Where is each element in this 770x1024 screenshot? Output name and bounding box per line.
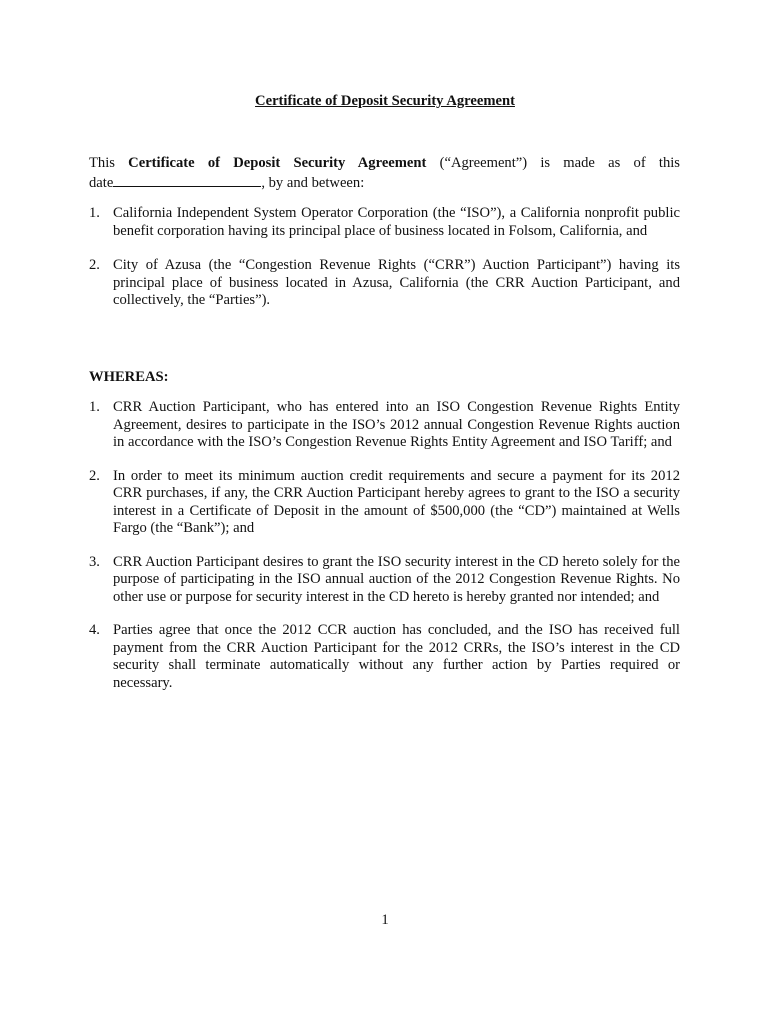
agreement-name: Certificate of Deposit Security Agreement (128, 155, 427, 171)
intro-prefix: This (89, 155, 129, 171)
whereas-text: CRR Auction Participant desires to grant the ISO security interest in the CD hereto solely for the purpose of participating in the ISO annual auction of the 2012 Congestion Revenue Rights. No other use or purpose for security interest in the CD hereto is hereby granted nor intended; and (113, 553, 680, 605)
whereas-number: 2. (89, 467, 100, 484)
party-item (89, 257, 680, 310)
whereas-item (89, 554, 680, 607)
whereas-heading: WHEREAS: (89, 369, 169, 385)
party-text: California Independent System Operator Corporation (the “ISO”), a California nonprofit public benefit corporation having its principal place of business located in Folsom, California, and (113, 205, 680, 239)
whereas-item (89, 622, 680, 692)
whereas-item (89, 468, 680, 538)
whereas-list (89, 399, 680, 708)
parties-list (89, 205, 680, 310)
whereas-number: 4. (89, 622, 100, 638)
party-number: 1. (89, 205, 100, 221)
date-label: date (89, 174, 114, 191)
intro-line-2 (89, 173, 680, 193)
date-blank-field[interactable] (113, 173, 261, 187)
intro-paragraph (89, 155, 680, 192)
page-number: 1 (381, 912, 389, 928)
whereas-text: Parties agree that once the 2012 CCR auction has concluded, and the ISO has received full payment from the CRR Auction Participant for the 2012 CRRs, the ISO’s interest in the CD security shall terminate automatically without any further action by Parties required or necessary. (113, 622, 680, 691)
whereas-number: 1. (89, 399, 100, 415)
intro-after-date: , by and between: (261, 174, 365, 191)
party-number: 2. (89, 257, 100, 273)
whereas-item (89, 399, 680, 452)
document-title: Certificate of Deposit Security Agreement (255, 93, 515, 109)
party-text: City of Azusa (the “Congestion Revenue Rights (“CRR”) Auction Participant”) having its principal place of business located in Azusa, California (the CRR Auction Participant, and collectively, the “Parties”). (113, 257, 680, 308)
party-item (89, 205, 680, 240)
whereas-number: 3. (89, 553, 100, 570)
intro-suffix: (“Agreement”) is made as of this (426, 155, 680, 171)
whereas-text: CRR Auction Participant, who has entered into an ISO Congestion Revenue Rights Entity Agreement, desires to participate in the ISO’s 2012 annual Congestion Revenue Rights auction in accordance with the ISO’s Congestion Revenue Rights Entity Agreement and ISO Tariff; and (113, 399, 680, 450)
intro-line-1 (89, 155, 680, 173)
whereas-text: In order to meet its minimum auction credit requirements and secure a payment for its 2012 CRR purchases, if any, the CRR Auction Participant hereby agrees to grant to the ISO a security interest in a Certificate of Deposit in the amount of $500,000 (the “CD”) maintained at Wells Fargo (the “Bank”); and (113, 467, 680, 536)
